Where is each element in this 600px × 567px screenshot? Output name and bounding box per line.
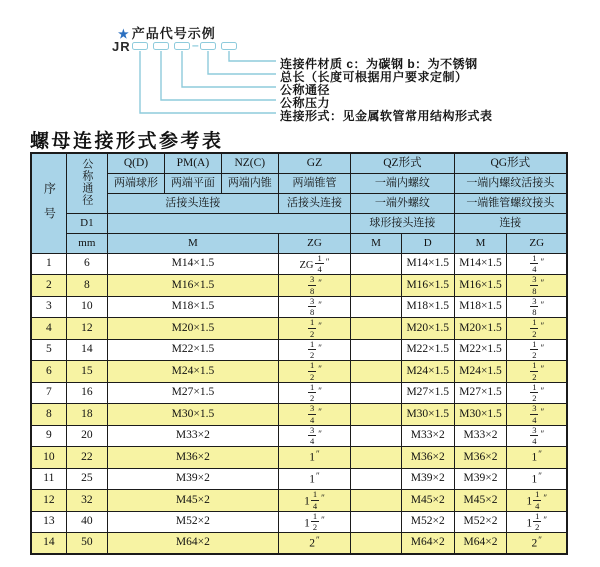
qz-d-cell: M14×1.5: [401, 253, 454, 275]
table-row: [31, 468, 567, 490]
m-thread-cell: M22×1.5: [108, 339, 279, 361]
header-row3-qg: 一端锥管螺纹接头: [454, 193, 567, 213]
star-icon: ★: [118, 27, 130, 41]
mm-cell: 25: [66, 468, 107, 490]
qg-m-cell: M33×2: [454, 425, 507, 447]
header-code-pma: PM(A): [164, 153, 221, 173]
qg-zg-cell: 2″: [507, 533, 567, 555]
m-thread-cell: M52×2: [108, 511, 279, 533]
code-box-2: [153, 42, 169, 50]
qz-m-cell: [351, 533, 402, 555]
mm-cell: 12: [66, 318, 107, 340]
code-box-3: [174, 42, 190, 50]
m-thread-cell: M39×2: [108, 468, 279, 490]
m-thread-cell: M30×1.5: [108, 404, 279, 426]
header-unit-m: M: [108, 233, 279, 253]
m-thread-cell: M14×1.5: [108, 253, 279, 275]
header-unit-d-qz: D: [401, 233, 454, 253]
gz-zg-cell: $\frac{1}{2}$ ″: [278, 339, 350, 361]
header-code-nzc: NZ(C): [221, 153, 278, 173]
header-row4-qg: 连接: [454, 213, 567, 233]
qz-m-cell: [351, 361, 402, 383]
gz-zg-cell: $\frac{3}{4}$ ″: [278, 404, 350, 426]
qg-zg-cell: 1″: [507, 447, 567, 469]
qg-zg-cell: $\frac{1}{2}$ ″: [507, 361, 567, 383]
mm-cell: 22: [66, 447, 107, 469]
mm-cell: 20: [66, 425, 107, 447]
mm-cell: 40: [66, 511, 107, 533]
qg-m-cell: M36×2: [454, 447, 507, 469]
label-nominal-pressure: 公称压力: [280, 96, 331, 110]
gz-zg-cell: $\frac{1}{2}$ ″: [278, 318, 350, 340]
table-row: [31, 533, 567, 555]
gz-zg-cell: 1 $\frac{1}{2}$ ″: [278, 511, 350, 533]
qz-m-cell: [351, 253, 402, 275]
mm-cell: 8: [66, 275, 107, 297]
table-row: [31, 275, 567, 297]
header-code-gz: GZ: [278, 153, 350, 173]
qz-d-cell: M24×1.5: [401, 361, 454, 383]
gz-zg-cell: 1 $\frac{1}{4}$ ″: [278, 490, 350, 512]
qz-m-cell: [351, 404, 402, 426]
qg-zg-cell: $\frac{3}{8}$ ″: [507, 275, 567, 297]
header-code-qg: QG形式: [454, 153, 567, 173]
seq-cell: 4: [31, 318, 66, 340]
table-row: [31, 511, 567, 533]
qg-zg-cell: 1 $\frac{1}{4}$ ″: [507, 490, 567, 512]
qg-m-cell: M22×1.5: [454, 339, 507, 361]
mm-cell: 16: [66, 382, 107, 404]
qg-zg-cell: $\frac{1}{4}$ ″: [507, 253, 567, 275]
gz-zg-cell: $\frac{3}{4}$ ″: [278, 425, 350, 447]
m-thread-cell: M64×2: [108, 533, 279, 555]
label-connection-form: 连接形式：见金属软管常用结构形式表: [280, 109, 493, 123]
seq-cell: 8: [31, 404, 66, 426]
qg-zg-cell: $\frac{3}{4}$ ″: [507, 425, 567, 447]
table-row: [31, 253, 567, 275]
m-thread-cell: M18×1.5: [108, 296, 279, 318]
header-unit-m-qz: M: [351, 233, 402, 253]
qz-d-cell: M18×1.5: [401, 296, 454, 318]
table-title: 螺母连接形式参考表: [30, 131, 224, 152]
seq-cell: 5: [31, 339, 66, 361]
diagram-heading: [118, 23, 216, 42]
qg-zg-cell: 1″: [507, 468, 567, 490]
product-code-diagram: [0, 0, 600, 126]
header-union-join: 活接头连接: [108, 193, 279, 213]
seq-cell: 7: [31, 382, 66, 404]
header-code-qz: QZ形式: [351, 153, 454, 173]
qg-m-cell: M16×1.5: [454, 275, 507, 297]
qz-m-cell: [351, 296, 402, 318]
qg-zg-cell: $\frac{1}{2}$ ″: [507, 318, 567, 340]
gz-zg-cell: $\frac{3}{8}$ ″: [278, 296, 350, 318]
label-total-length: 总长（长度可根据用户要求定制）: [280, 70, 468, 84]
seq-cell: 14: [31, 533, 66, 555]
code-prefix: JR: [112, 39, 131, 54]
mm-cell: 15: [66, 361, 107, 383]
qg-zg-cell: $\frac{1}{2}$ ″: [507, 382, 567, 404]
qz-m-cell: [351, 275, 402, 297]
qz-m-cell: [351, 468, 402, 490]
header-ends-nzc: 两端内锥: [221, 173, 278, 193]
label-nominal-diameter: 公称通径: [280, 83, 331, 97]
header-ends-qg: 一端内螺纹活接头: [454, 173, 567, 193]
table-row: [31, 318, 567, 340]
table-row: [31, 425, 567, 447]
header-ends-qd: 两端球形: [108, 173, 165, 193]
qz-d-cell: M16×1.5: [401, 275, 454, 297]
qz-d-cell: M36×2: [401, 447, 454, 469]
header-blank-cell: [108, 213, 351, 233]
diagram-heading-text: 产品代号示例: [131, 26, 216, 41]
m-thread-cell: M45×2: [108, 490, 279, 512]
gz-zg-cell: 2″: [278, 533, 350, 555]
code-box-1: [132, 42, 148, 50]
header-row4-qz: 球形接头连接: [351, 213, 454, 233]
gz-zg-cell: 1″: [278, 468, 350, 490]
header-ends-gz: 两端锥管: [278, 173, 350, 193]
qz-d-cell: M27×1.5: [401, 382, 454, 404]
mm-cell: 6: [66, 253, 107, 275]
code-box-5: [221, 42, 237, 50]
qz-d-cell: M39×2: [401, 468, 454, 490]
qz-d-cell: M22×1.5: [401, 339, 454, 361]
qz-d-cell: M45×2: [401, 490, 454, 512]
qg-m-cell: M27×1.5: [454, 382, 507, 404]
header-ends-qz: 一端内螺纹: [351, 173, 454, 193]
header-row3-qz: 一端外螺纹: [351, 193, 454, 213]
header-ends-pma: 两端平面: [164, 173, 221, 193]
header-mm: mm: [66, 233, 107, 253]
seq-cell: 12: [31, 490, 66, 512]
table-header: [31, 153, 567, 253]
qg-m-cell: M20×1.5: [454, 318, 507, 340]
code-dash: –: [192, 38, 199, 52]
seq-cell: 3: [31, 296, 66, 318]
qg-m-cell: M30×1.5: [454, 404, 507, 426]
mm-cell: 18: [66, 404, 107, 426]
gz-zg-cell: $\frac{1}{2}$ ″: [278, 361, 350, 383]
mm-cell: 14: [66, 339, 107, 361]
header-code-qd: Q(D): [108, 153, 165, 173]
seq-cell: 2: [31, 275, 66, 297]
mm-cell: 50: [66, 533, 107, 555]
qz-m-cell: [351, 339, 402, 361]
gz-zg-cell: 1″: [278, 447, 350, 469]
gz-zg-cell: $\frac{3}{8}$ ″: [278, 275, 350, 297]
table-row: [31, 490, 567, 512]
table-body: [31, 253, 567, 554]
header-diameter: 公称通径: [66, 153, 107, 213]
m-thread-cell: M20×1.5: [108, 318, 279, 340]
header-d1: D1: [66, 213, 107, 233]
seq-cell: 11: [31, 468, 66, 490]
qg-zg-cell: $\frac{3}{4}$ ″: [507, 404, 567, 426]
m-thread-cell: M36×2: [108, 447, 279, 469]
nut-connection-table: [30, 152, 568, 555]
qg-m-cell: M24×1.5: [454, 361, 507, 383]
qz-m-cell: [351, 318, 402, 340]
qg-m-cell: M52×2: [454, 511, 507, 533]
header-seq: 序号: [31, 153, 66, 253]
qg-zg-cell: $\frac{1}{2}$ ″: [507, 339, 567, 361]
seq-cell: 10: [31, 447, 66, 469]
gz-zg-cell: ZG $\frac{1}{4}$ ″: [278, 253, 350, 275]
header-unit-m-qg: M: [454, 233, 507, 253]
qg-m-cell: M64×2: [454, 533, 507, 555]
qg-zg-cell: $\frac{3}{8}$ ″: [507, 296, 567, 318]
header-unit-zg-gz: ZG: [278, 233, 350, 253]
seq-cell: 9: [31, 425, 66, 447]
qg-zg-cell: 1 $\frac{1}{2}$ ″: [507, 511, 567, 533]
qg-m-cell: M45×2: [454, 490, 507, 512]
table-row: [31, 339, 567, 361]
qz-m-cell: [351, 511, 402, 533]
qz-m-cell: [351, 382, 402, 404]
qz-d-cell: M20×1.5: [401, 318, 454, 340]
qz-d-cell: M30×1.5: [401, 404, 454, 426]
mm-cell: 10: [66, 296, 107, 318]
seq-cell: 6: [31, 361, 66, 383]
seq-cell: 1: [31, 253, 66, 275]
qz-d-cell: M33×2: [401, 425, 454, 447]
seq-cell: 13: [31, 511, 66, 533]
table-row: [31, 382, 567, 404]
header-unit-zg-qg: ZG: [507, 233, 567, 253]
m-thread-cell: M27×1.5: [108, 382, 279, 404]
table-row: [31, 447, 567, 469]
m-thread-cell: M24×1.5: [108, 361, 279, 383]
qz-m-cell: [351, 447, 402, 469]
qg-m-cell: M18×1.5: [454, 296, 507, 318]
qg-m-cell: M39×2: [454, 468, 507, 490]
m-thread-cell: M16×1.5: [108, 275, 279, 297]
m-thread-cell: M33×2: [108, 425, 279, 447]
qg-m-cell: M14×1.5: [454, 253, 507, 275]
table-row: [31, 404, 567, 426]
table-row: [31, 361, 567, 383]
qz-m-cell: [351, 490, 402, 512]
qz-d-cell: M52×2: [401, 511, 454, 533]
qz-d-cell: M64×2: [401, 533, 454, 555]
label-material: 连接件材质 c：为碳钢 b：为不锈钢: [280, 57, 478, 71]
mm-cell: 32: [66, 490, 107, 512]
gz-zg-cell: $\frac{1}{2}$ ″: [278, 382, 350, 404]
header-union-join-gz: 活接头连接: [278, 193, 350, 213]
table-row: [31, 296, 567, 318]
code-box-4: [200, 42, 216, 50]
qz-m-cell: [351, 425, 402, 447]
